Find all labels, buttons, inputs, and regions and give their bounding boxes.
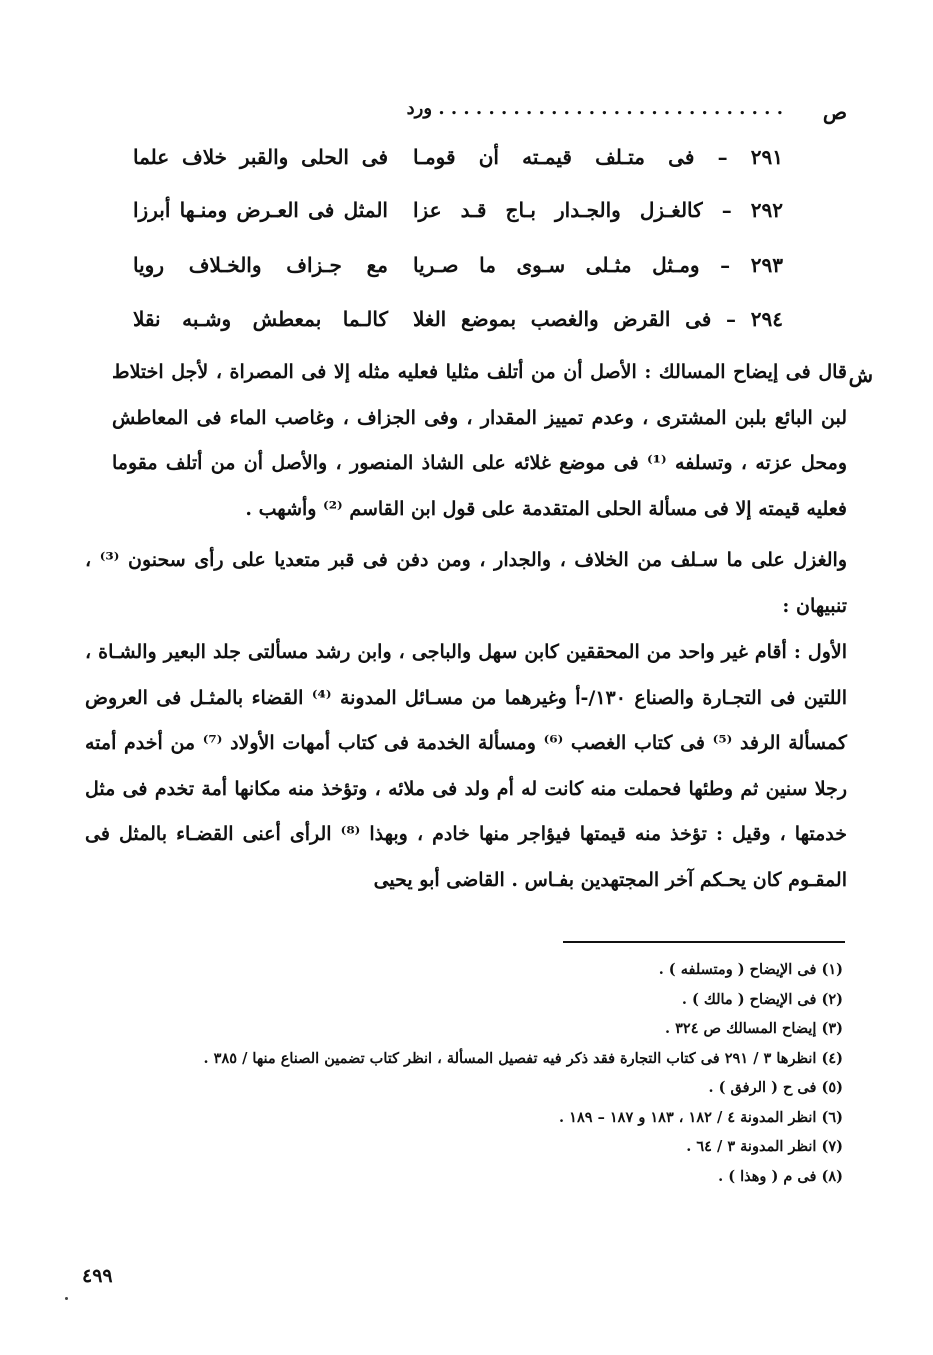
commentary-paragraph-1: قال فى إيضاح المسالك : الأصل أن من أتلف مثليا فعليه مثله إلا فى المصراة ، لأجل اختلاط لبن البائع بلبن المشترى ، وعدم تمييز المقدار ، وفى الجزاف ، وغاصب الماء فى المعاطش ومحل عزته ، وتسلفه ⁽¹⁾ فى موضع غلائه على الشاذ المنصور ، والأصل أن من أتلف مقوما فعليه قيمته إلا فى مسألة الحلى المتقدمة على قول ابن القاسم ⁽²⁾ وأشهب . [112, 361, 847, 520]
verse-first-hemistich: ٢٩٤ – فى القرض والغصب بموضع الغلا [413, 307, 783, 331]
footnotes [83, 955, 843, 1191]
sad-abbreviation: ص [822, 100, 847, 124]
footnote: (٦) انظر المدونة ٤ / ١٨٢ ، ١٨٣ و ١٨٧ – ١٨٩ . [559, 1108, 843, 1126]
footnote: (٥) فى ح ( الرفق ) . [708, 1079, 843, 1096]
dotted-line: . . . . . . . . . . . . . . . . . . . . . . . . . . . . ورد [406, 98, 783, 119]
commentary-paragraph-2: والغزل على ما سـلف من الخلاف ، والجدار ، ومن دفن فى قبر متعديا على رأى سحنون ⁽³⁾ ، تنبيهان : [85, 549, 848, 617]
verse-line [133, 307, 783, 343]
verse-line [133, 198, 783, 234]
footnote: (٧) انظر المدونة ٣ / ٦٤ . [686, 1138, 843, 1155]
verse-first-hemistich: ٢٩١ – فى متـلف قيمـته أن قومـا [413, 145, 783, 169]
verse-second-hemistich: مع جـزاف والخـلاف رويا [133, 253, 388, 277]
section-heading-first: الأول [807, 641, 847, 663]
footnote: (٣) إيضاح المسالك ص ٣٢٤ . [665, 1020, 843, 1037]
footnote-separator [563, 941, 845, 943]
page-number: ٤٩٩ [82, 1265, 113, 1287]
verse-first-hemistich: ٢٩٢ – كالغـزل والجـدار بـاج قـد عزا [413, 198, 783, 222]
verse-first-hemistich: ٢٩٣ – ومـثل مثـلى سـوى ما صـريا [413, 253, 783, 277]
verse-line [133, 253, 783, 289]
verse-line [133, 145, 783, 181]
footnote: (١) فى الإيضاح ( ومتسلفه ) . [658, 961, 843, 978]
verse-second-hemistich: فى الحلى والقبر خلاف علما [133, 145, 388, 169]
footnote: (٢) فى الإيضاح ( مالك ) . [681, 990, 843, 1008]
commentary-paragraph-3 [85, 630, 847, 903]
scan-speck [65, 1297, 68, 1300]
footnote: (٨) فى م ( وهذا ) . [718, 1167, 843, 1185]
verse-second-hemistich: كالـما بمعطش وشـبه نقلا [133, 307, 388, 331]
verse-second-hemistich: المثل فى العـرض ومنـها أبرزا [133, 198, 388, 222]
shin-abbreviation: ش [848, 363, 873, 387]
commentary-paragraph-3-text: : أقام غير واحد من المحققين كابن سهل والباجى ، وابن رشد مسألتى جلد البعير والشـاة ، اللتين فى التجـارة والصناع ١٣٠/-أ وغيرهما من مسـائل المدونة ⁽⁴⁾ القضاء بالمثـل فى العروض كمسألة الرفد ⁽⁵⁾ فى كتاب الغصب ⁽⁶⁾ ومسألة الخدمة فى كتاب أمهات الأولاد ⁽⁷⁾ من أخدم أمته رجلا سنين ثم وطئها فحملت منه كانت له أم ولد فى ملائه ، وتؤخذ منه مكانها أمة تخدم فى مثل خدمتها ، وقيل : تؤخذ منه قيمتها فيؤاجر منها خادم ، وبهذا ⁽⁸⁾ الرأى أعنى القضـاء بالمثل فى المقـوم كان يحـكم آخر المجتهدين بفـاس . القاضى أبو يحيى [85, 641, 847, 891]
footnote: (٤) انظرها ٣ / ٢٩١ فى كتاب التجارة فقد ذكر فيه تفصيل المسألة ، انظر كتاب تضمين الصناع منها / ٣٨٥ . [203, 1049, 843, 1067]
